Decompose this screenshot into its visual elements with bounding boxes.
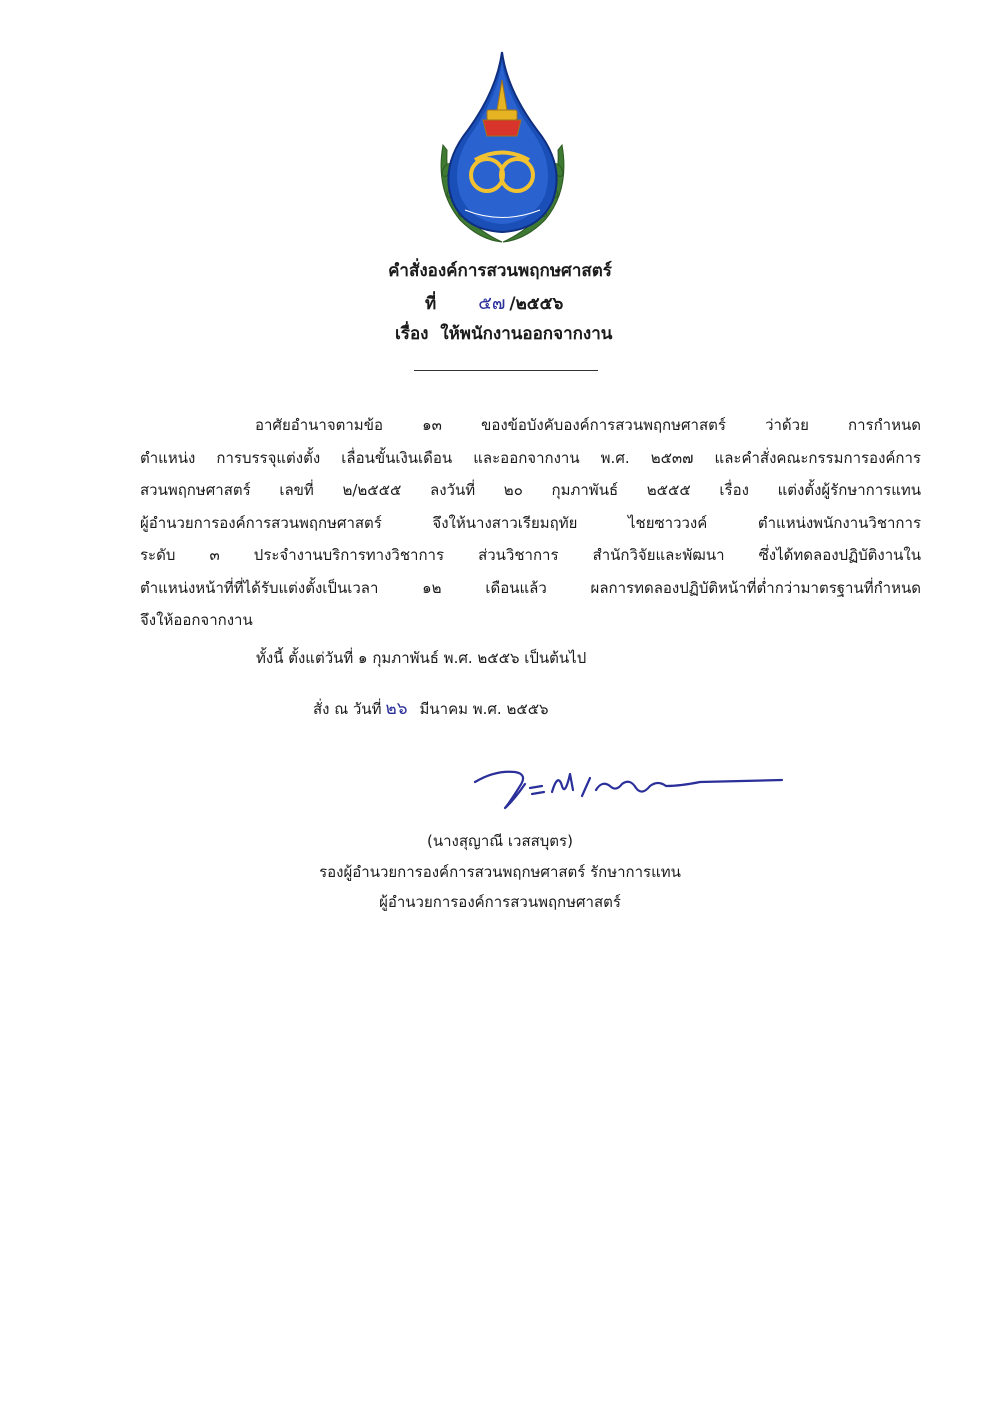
ordered-date-line — [313, 695, 549, 722]
paragraph-line: ผู้อำนวยการองค์การสวนพฤกษศาสตร์ จึงให้นางสาวเรียมฤทัย ไชยซาววงค์ ตำแหน่งพนักงานวิชาการ — [140, 513, 921, 532]
paragraph-line: จึงให้ออกจากงาน — [140, 611, 253, 629]
ordered-suffix: มีนาคม พ.ศ. ๒๕๕๖ — [419, 700, 549, 718]
ordered-prefix: สั่ง ณ วันที่ — [313, 700, 382, 718]
signer-position-2: ผู้อำนวยการองค์การสวนพฤกษศาสตร์ — [379, 893, 621, 911]
paragraph-line: ตำแหน่ง การบรรจุแต่งตั้ง เลื่อนขั้นเงินเดือน และออกจากงาน พ.ศ. ๒๕๓๗ และคำสั่งคณะกรรมการองค์การ — [140, 448, 921, 467]
subject-line — [395, 320, 612, 347]
order-number-handwritten: ๕๗ — [478, 293, 506, 314]
paragraph-line: ระดับ ๓ ประจำงานบริการทางวิชาการ ส่วนวิชาการ สำนักวิจัยและพัฒนา ซึ่งได้ทดลองปฏิบัติงานใน — [140, 546, 921, 564]
order-body-paragraph — [140, 409, 921, 637]
handwritten-signature — [470, 762, 790, 812]
organization-emblem-logo — [425, 50, 580, 250]
order-title: คำสั่งองค์การสวนพฤกษศาสตร์ — [388, 261, 612, 281]
divider-line — [414, 370, 598, 371]
paragraph-line: ตำแหน่งหน้าที่ที่ได้รับแต่งตั้งเป็นเวลา ๑๒ เดือนแล้ว ผลการทดลองปฏิบัติหน้าที่ต่ำกว่ามาตรฐานที่กำหนด — [140, 578, 921, 597]
order-number-line — [425, 288, 563, 317]
paragraph-line: อาศัยอำนาจตามข้อ ๑๓ ของข้อบังคับองค์การสวนพฤกษศาสตร์ ว่าด้วย การกำหนด — [255, 416, 921, 434]
order-number-year: /๒๕๕๖ — [509, 294, 564, 314]
paragraph-line: สวนพฤกษศาสตร์ เลขที่ ๒/๒๕๕๕ ลงวันที่ ๒๐ กุมภาพันธ์ ๒๕๕๕ เรื่อง แต่งตั้งผู้รักษาการแทน — [140, 481, 921, 499]
effective-date-line: ทั้งนี้ ตั้งแต่วันที่ ๑ กุมภาพันธ์ พ.ศ. ๒๕๕๖ เป็นต้นไป — [256, 649, 587, 667]
signer-name: (นางสุญาณี เวสสบุตร) — [427, 832, 573, 850]
ordered-day-handwritten: ๒๖ — [385, 699, 408, 719]
number-label: ที่ — [425, 294, 437, 314]
subject-label: เรื่อง — [395, 324, 429, 344]
signer-position-1: รองผู้อำนวยการองค์การสวนพฤกษศาสตร์ รักษาการแทน — [319, 863, 681, 881]
subject-text: ให้พนักงานออกจากงาน — [440, 324, 613, 344]
